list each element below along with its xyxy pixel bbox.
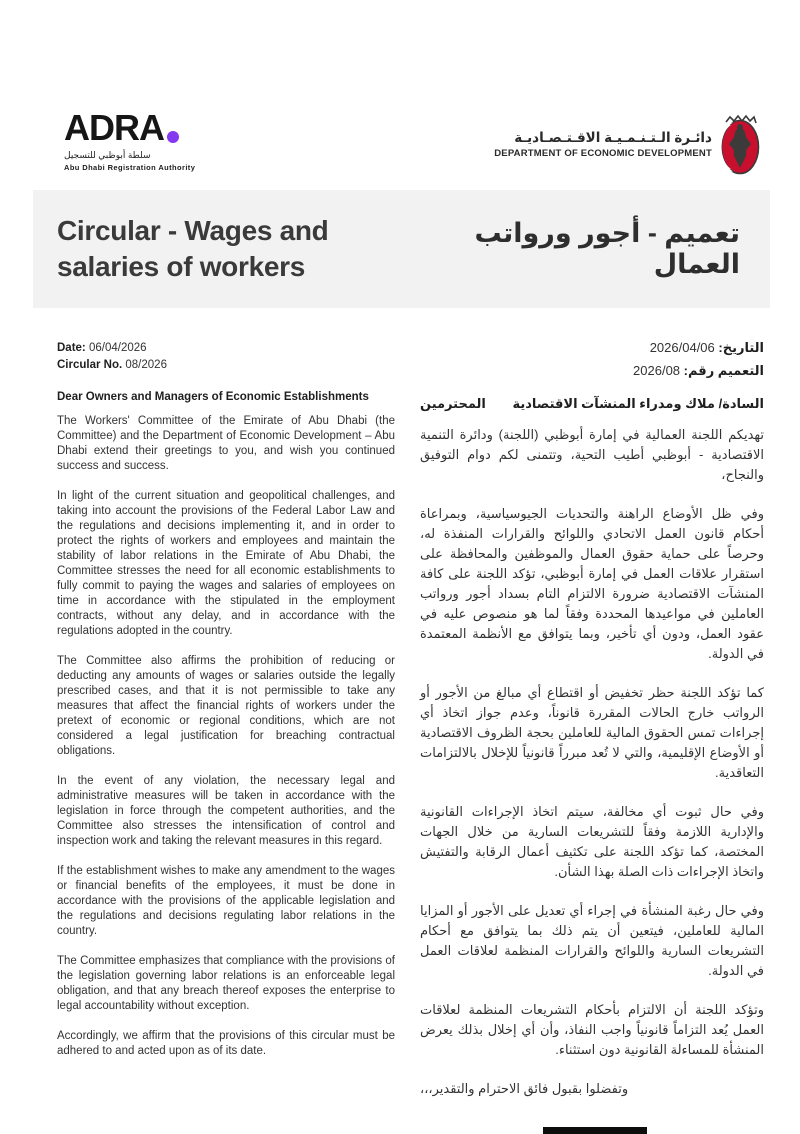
ar-paragraph-deduction-prohibition: كما تؤكد اللجنة حظر تخفيض أو اقتطاع أي مبالغ من الأجور أو الرواتب خارج الحالات المقررة قانوناً، وعدم جواز اتخاذ أي إجراءات تمس الحقوق المالية للعاملين بحجة الظروف الاقتصادية أو الأوضاع الإقليمية، والتي لا تُعد مبرراً قانونياً للإخلال بالالتزامات التعاقدية. <box>420 685 764 780</box>
date-label-ar: التاريخ: <box>718 340 764 355</box>
ar-paragraph-violation-measures: وفي حال ثبوت أي مخالفة، سيتم اتخاذ الإجراءات القانونية والإدارية اللازمة وفقاً للتشريعات السارية من خلال الجهات المختصة، كما تؤكد اللجنة على تكثيف أعمال الرقابة والتفتيش واتخاذ الإجراءات ذات الصلة بهذا الشأن. <box>420 804 764 879</box>
date-label-en: Date: <box>57 342 86 354</box>
title-banner <box>33 190 770 308</box>
closing-ar: وتفضلوا بقبول فائق الاحترام والتقدير،،، <box>420 1081 629 1096</box>
en-paragraph-compliance: The Committee emphasizes that compliance with the provisions of the legislation governing labor relations is an enforceable legal obligation, and that any breach thereof exposes the enterprise to legal accountability without exception. <box>57 955 395 1012</box>
date-line-ar <box>420 338 764 358</box>
en-paragraph-greeting: The Workers' Committee of the Emirate of Abu Dhabi (the Committee) and the Department of Economic Development – Abu Dhabi extend their greetings to you, and wish you continued success and success. <box>57 415 395 472</box>
circular-number-line-en <box>57 358 395 373</box>
date-value-en: 06/04/2026 <box>88 342 147 354</box>
salutation-ar-main: السادة/ ملاك ومدراء المنشآت الاقتصادية <box>512 396 764 411</box>
ar-paragraph-wage-commitment: وفي ظل الأوضاع الراهنة والتحديات الجيوسياسية، وبمراعاة أحكام قانون العمل الاتحادي واللوائح والقرارات المنفذة له، وحرصاً على حماية حقوق العمال والموظفين والمحافظة على استقرار علاقات العمل في إمارة أبوظبي، تؤكد اللجنة على كافة المنشآت الاقتصادية ضرورة الالتزام التام بسداد أجور ورواتب العاملين في مواعيدها المحددة وفقاً لما هو منصوص عليه في عقود العمل، ودون أي تأخير، وبما يتوافق مع الأنظمة المعتمدة في الدولة. <box>420 506 764 661</box>
ded-logo <box>494 112 760 176</box>
en-paragraph-deduction-prohibition: The Committee also affirms the prohibition of reducing or deducting any amounts of wages or salaries outside the legally prescribed cases, and that it is not permissible to take any measures that affect the financial rights of workers under the pretext of economic or regional conditions, which are not considered a legal justification for breaching contractual obligations. <box>57 655 395 757</box>
date-value-ar: 2026/04/06 <box>649 340 715 355</box>
ded-arabic-name: دائـرة الـتـنـمـيـة الاقـتـصـاديـة <box>514 129 712 145</box>
circular-number-line-ar <box>420 361 764 381</box>
salutation-ar <box>420 394 764 414</box>
adra-dot-icon <box>167 131 179 143</box>
circular-title-english: Circular - Wages and salaries of workers <box>57 214 329 282</box>
ar-paragraph-greeting: تهديكم اللجنة العمالية في إمارة أبوظبي (اللجنة) ودائرة التنمية الاقتصادية - أبوظبي أطيب التحية، وتتمنى لكم دوام التوفيق والنجاح، <box>420 427 764 482</box>
abu-dhabi-emblem-icon <box>720 112 760 176</box>
ar-paragraph-compliance: وتؤكد اللجنة أن الالتزام بأحكام التشريعات المنظمة لعلاقات العمل يُعد التزاماً قانونياً واجب النفاذ، وأن أي إخلال بذلك يعرض المنشأة للمساءلة القانونية دون استثناء. <box>420 1002 764 1057</box>
en-paragraph-effective-date: Accordingly, we affirm that the provisions of this circular must be adhered to and acted upon as of its date. <box>57 1030 395 1057</box>
adra-english-name: Abu Dhabi Registration Authority <box>64 163 196 172</box>
ded-english-name: DEPARTMENT OF ECONOMIC DEVELOPMENT <box>494 147 712 159</box>
en-paragraph-violation-measures: In the event of any violation, the necessary legal and administrative measures will be taken in accordance with the legislation in force through the competent authorities, and the Committee also stresses the intensification of control and inspection work and taking the relevant measures in this regard. <box>57 775 395 847</box>
salutation-ar-honorific: المحترمين <box>420 396 486 411</box>
redaction-bar <box>543 1127 647 1134</box>
salutation-en: Dear Owners and Managers of Economic Establishments <box>57 391 369 403</box>
date-line-en <box>57 341 395 356</box>
circular-number-label-en: Circular No. <box>57 359 123 371</box>
adra-arabic-name: سلطة أبوظبي للتسجيل <box>64 150 151 160</box>
adra-logo <box>64 107 196 172</box>
circular-title-arabic: تعميم - أجور ورواتب العمال <box>474 218 740 279</box>
arabic-column <box>420 338 764 1099</box>
adra-wordmark: ADRA <box>64 107 164 148</box>
circular-number-value-ar: 2026/08 <box>633 363 681 378</box>
ar-paragraph-amendments: وفي حال رغبة المنشأة في إجراء أي تعديل على الأجور أو المزايا المالية للعاملين، فيتعين أن يتم ذلك بما يتوافق مع أحكام التشريعات السارية واللوائح والقرارات المنظمة لعلاقات العمل في الدولة. <box>420 903 764 978</box>
circular-number-label-ar: التعميم رقم: <box>683 363 764 378</box>
circular-number-value-en: 08/2026 <box>125 359 167 371</box>
en-paragraph-wage-commitment: In light of the current situation and geopolitical challenges, and taking into account the provisions of the Federal Labor Law and the regulations and decisions implementing it, and in order to protect the rights of workers and employees and maintain the stability of labor relations in the Emirate of Abu Dhabi, the Committee stresses the need for all economic establishments to fully commit to paying the wages and salaries of employees on time in accordance with the stipulated in the employment contracts, without any delay, and in accordance with the regulations adopted in the country. <box>57 490 395 637</box>
en-paragraph-amendments: If the establishment wishes to make any amendment to the wages or financial benefits of the employees, it must be done in accordance with the provisions of the applicable legislation and the regulations and decisions regulating labor relations in the country. <box>57 865 395 937</box>
english-column <box>57 341 395 1074</box>
